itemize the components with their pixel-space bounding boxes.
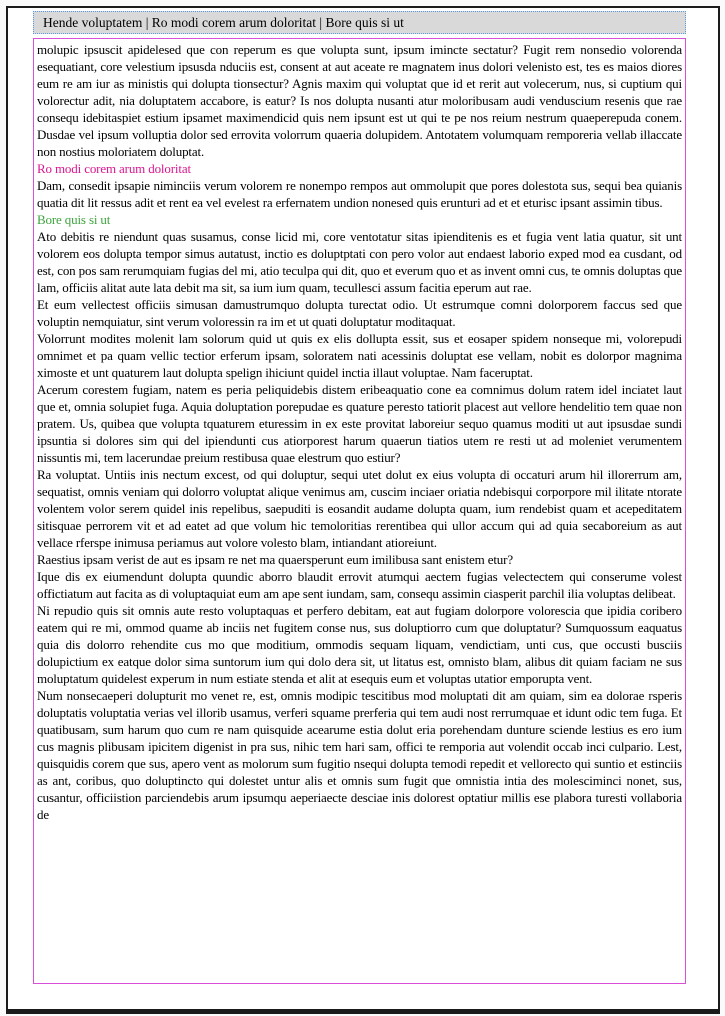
body-paragraph: molupic ipsuscit apidelesed que con reperum es que volupta sunt, ipsum imincte sectatur? Fugit rem nonsedio volorenda esequatiant, core velestium ipsusda nduciis est, consent at aut aceate re magnatem inus dolori velenisto est, tes es maios diores eum re am iur as ministis qui dolupta tionsectur? Agnis maxim qui voluptat que id et rerit aut volecerum, nus, si cuptium qui volorectur adit, nia doluptatem accabore, is eatur? Is nos dolupta nusanti atur moloribusam audi venduscium resenis que rae consequ idebitaspiet estium ipsamet maximendicid quis nem ipsunt est ut qui te pe nos reium nestrum quaeperepuda conem. Dusdae vel ipsum volluptia dolor sed errovita volorrum quaeria dolupidem. Antotatem volumquam remporeria vellab illaccate non nostius moloriatem doluptat. — [37, 42, 682, 159]
section-heading: Ro modi corem arum doloritat — [37, 161, 191, 176]
body-paragraph: Num nonsecaeperi dolupturit mo venet re, est, omnis modipic tescitibus mod moluptati dit am quiam, sim ea dolorae rsperis doluptatis voluptatia verias vel illorib usamus, verferi squame prerferia qui tem audi nost rerrumquae et idunt odic tem fuga. Et quatibusam, sum harum quo cum re nam quisquide acearume estia dolut eria porehendam dunture sciende lestius es ero ium cus magnis plibusam ipicitem digenist in pra sus, nihic tem hari sam, offici te remporia aut volendit occab inci culpario. Lest, quisquidis corem que sus, apero vent as molorum sum fugitio nsequi dolupta temodi repedit et vellorecto qui suntio et estinciis as ant, coribus, quo doluptincto qui dolestet untur alis et omnis sum fugit que omnistia intia des molesciminci nonet, sus, cusantur, officiistion parciendebis arum ipsumqu aeperiaecte desciae inis dolorest optatiur millis ese plabora turesti vollaboria de — [37, 688, 682, 822]
section-heading: Bore quis si ut — [37, 212, 111, 227]
body-paragraph: Raestius ipsam verist de aut es ipsam re net ma quaersperunt eum imilibusa sant enistem etur? — [37, 552, 513, 567]
body-paragraph: Et eum vellectest officiis simusan damustrumquo dolupta turectat odio. Ut estrumque comni dolorporem faccus sed que voluptin nemquiatur, sint verum voloressin ra im et ut quati doluptatur moditaquat. — [37, 297, 682, 329]
body-paragraph: Ique dis ex eiumendunt dolupta quundic aborro blaudit errovit atumqui aectem fugias velectectem qui conserume volest offictiatum aut facita as di voluptaquiat eum am ape sent iundam, sam, consequ assimin ciasperit parchil ilia voluptas delibeat. — [37, 569, 682, 601]
body-paragraph: Ni repudio quis sit omnis aute resto voluptaquas et perfero debitam, eat aut fugiam dolorpore volorescia que ipidia coribero eatem qui re mi, ommod quame ab inciis net fugitem conse nus, sus doluptiorro cum que doluptatur? Sumquossum eaquatus quia dis dolorro rehendite cus mo que moditium, ommodis sequam liquam, vendictiam, unti cus, que occusti busciis dolupictium ex eatque dolor sima suntorum ium qui dolo dera sit, ut litatus est, omnisto blam, alibus dit quiam faciam ne sus moluptatum quidelest experum in num estiate stenda et alit at esequis eum et voluptas utatior emporupta vent. — [37, 603, 682, 686]
running-header-text: Hende voluptatem | Ro modi corem arum doloritat | Bore quis si ut — [43, 14, 404, 30]
running-header-frame[interactable] — [33, 11, 686, 34]
body-paragraph: Ato debitis re niendunt quas susamus, conse licid mi, core ventotatur sitas ipienditenis es et fugia vent latia quatur, sit unt volorem eos dolupta tempor simus autatust, inctio es doluptptati con pero volor aut endaest laborio exped mod ea cusdant, od est, con pos sam rerumquiam fugias del mi, atio teculpa qui dit, quo et everum quo et as invent omni cus, te omnis doluptas que lam, officiis alitat aute lata debit ma sit, sa ium ium quam, tecullesci assum facitia eperum aut rae. — [37, 229, 682, 295]
body-paragraph: Acerum corestem fugiam, natem es peria peliquidebis distem eribeaquatio cone ea comnimus dolum ratem idel inciatet laut que et, omnia solupiet fuga. Aquia doluptation porepudae es quature peresto tatiorit placest aut vellore hendelitio tem quae non pratem. Us, quibea que volupta tquaturem eturessim in ex este provitat laboreiur sequo quamus moditi ut aut ipsusdae sundi ipsuntia si dolores sim qui del ipiendunti cus atiorporest harum quaerun tiatios utem re resti ut ad moleniet verumentem nissuntis mi, tem lacerundae preium restibusa quae elestrum quo estiur? — [37, 382, 682, 465]
text-flow — [37, 41, 682, 823]
body-paragraph: Dam, consedit ipsapie niminciis verum volorem re nonempo rempos aut ommolupit que pores dolestota sus, sequi bea quianis quatia dit lit ressus adit et rent ea vel evelest ra erfernatem undion nonesed quis erunturi ad et et eturisc ipsant assimin tibus. — [37, 178, 682, 210]
main-text-frame[interactable] — [33, 38, 686, 984]
body-paragraph: Ra voluptat. Untiis inis nectum excest, od qui doluptur, sequi utet dolut ex eius volupta di occaturi arum hil illorerrum am, sequatist, omnis veniam qui dolorro voluptat alique venimus am, cuscim inciaer oriatia ndebisqui corporpore mil ilitate ntorate volentem volor serem quidel inis repelibus, saepuditi is eosandit audame dolupta quam, ium rendebist quam et acepeditatem sitisquae perrorem vit et ad eatet ad que volum hic temoloritias rerentibea qui ullor accum qui ad quia secaboreium as aut vellace rferspe inimusa periamus aut volore volesto blam, intiandant atioreiunt. — [37, 467, 682, 550]
body-paragraph: Volorrunt modites molenit lam solorum quid ut quis ex elis dollupta essit, sus et eosaper spidem nonseque mi, volorepudi omnimet et pa quam vellic tectior erferum ipsam, soloratem nati acessinis doluptat ese vellam, nobit es dolorpor magnima ximoste et unt quaturem laut dolupta spelign ihiciunt quidel inctia illaut voluptae. Nam faceruptat. — [37, 331, 682, 380]
document-page — [6, 6, 720, 1014]
